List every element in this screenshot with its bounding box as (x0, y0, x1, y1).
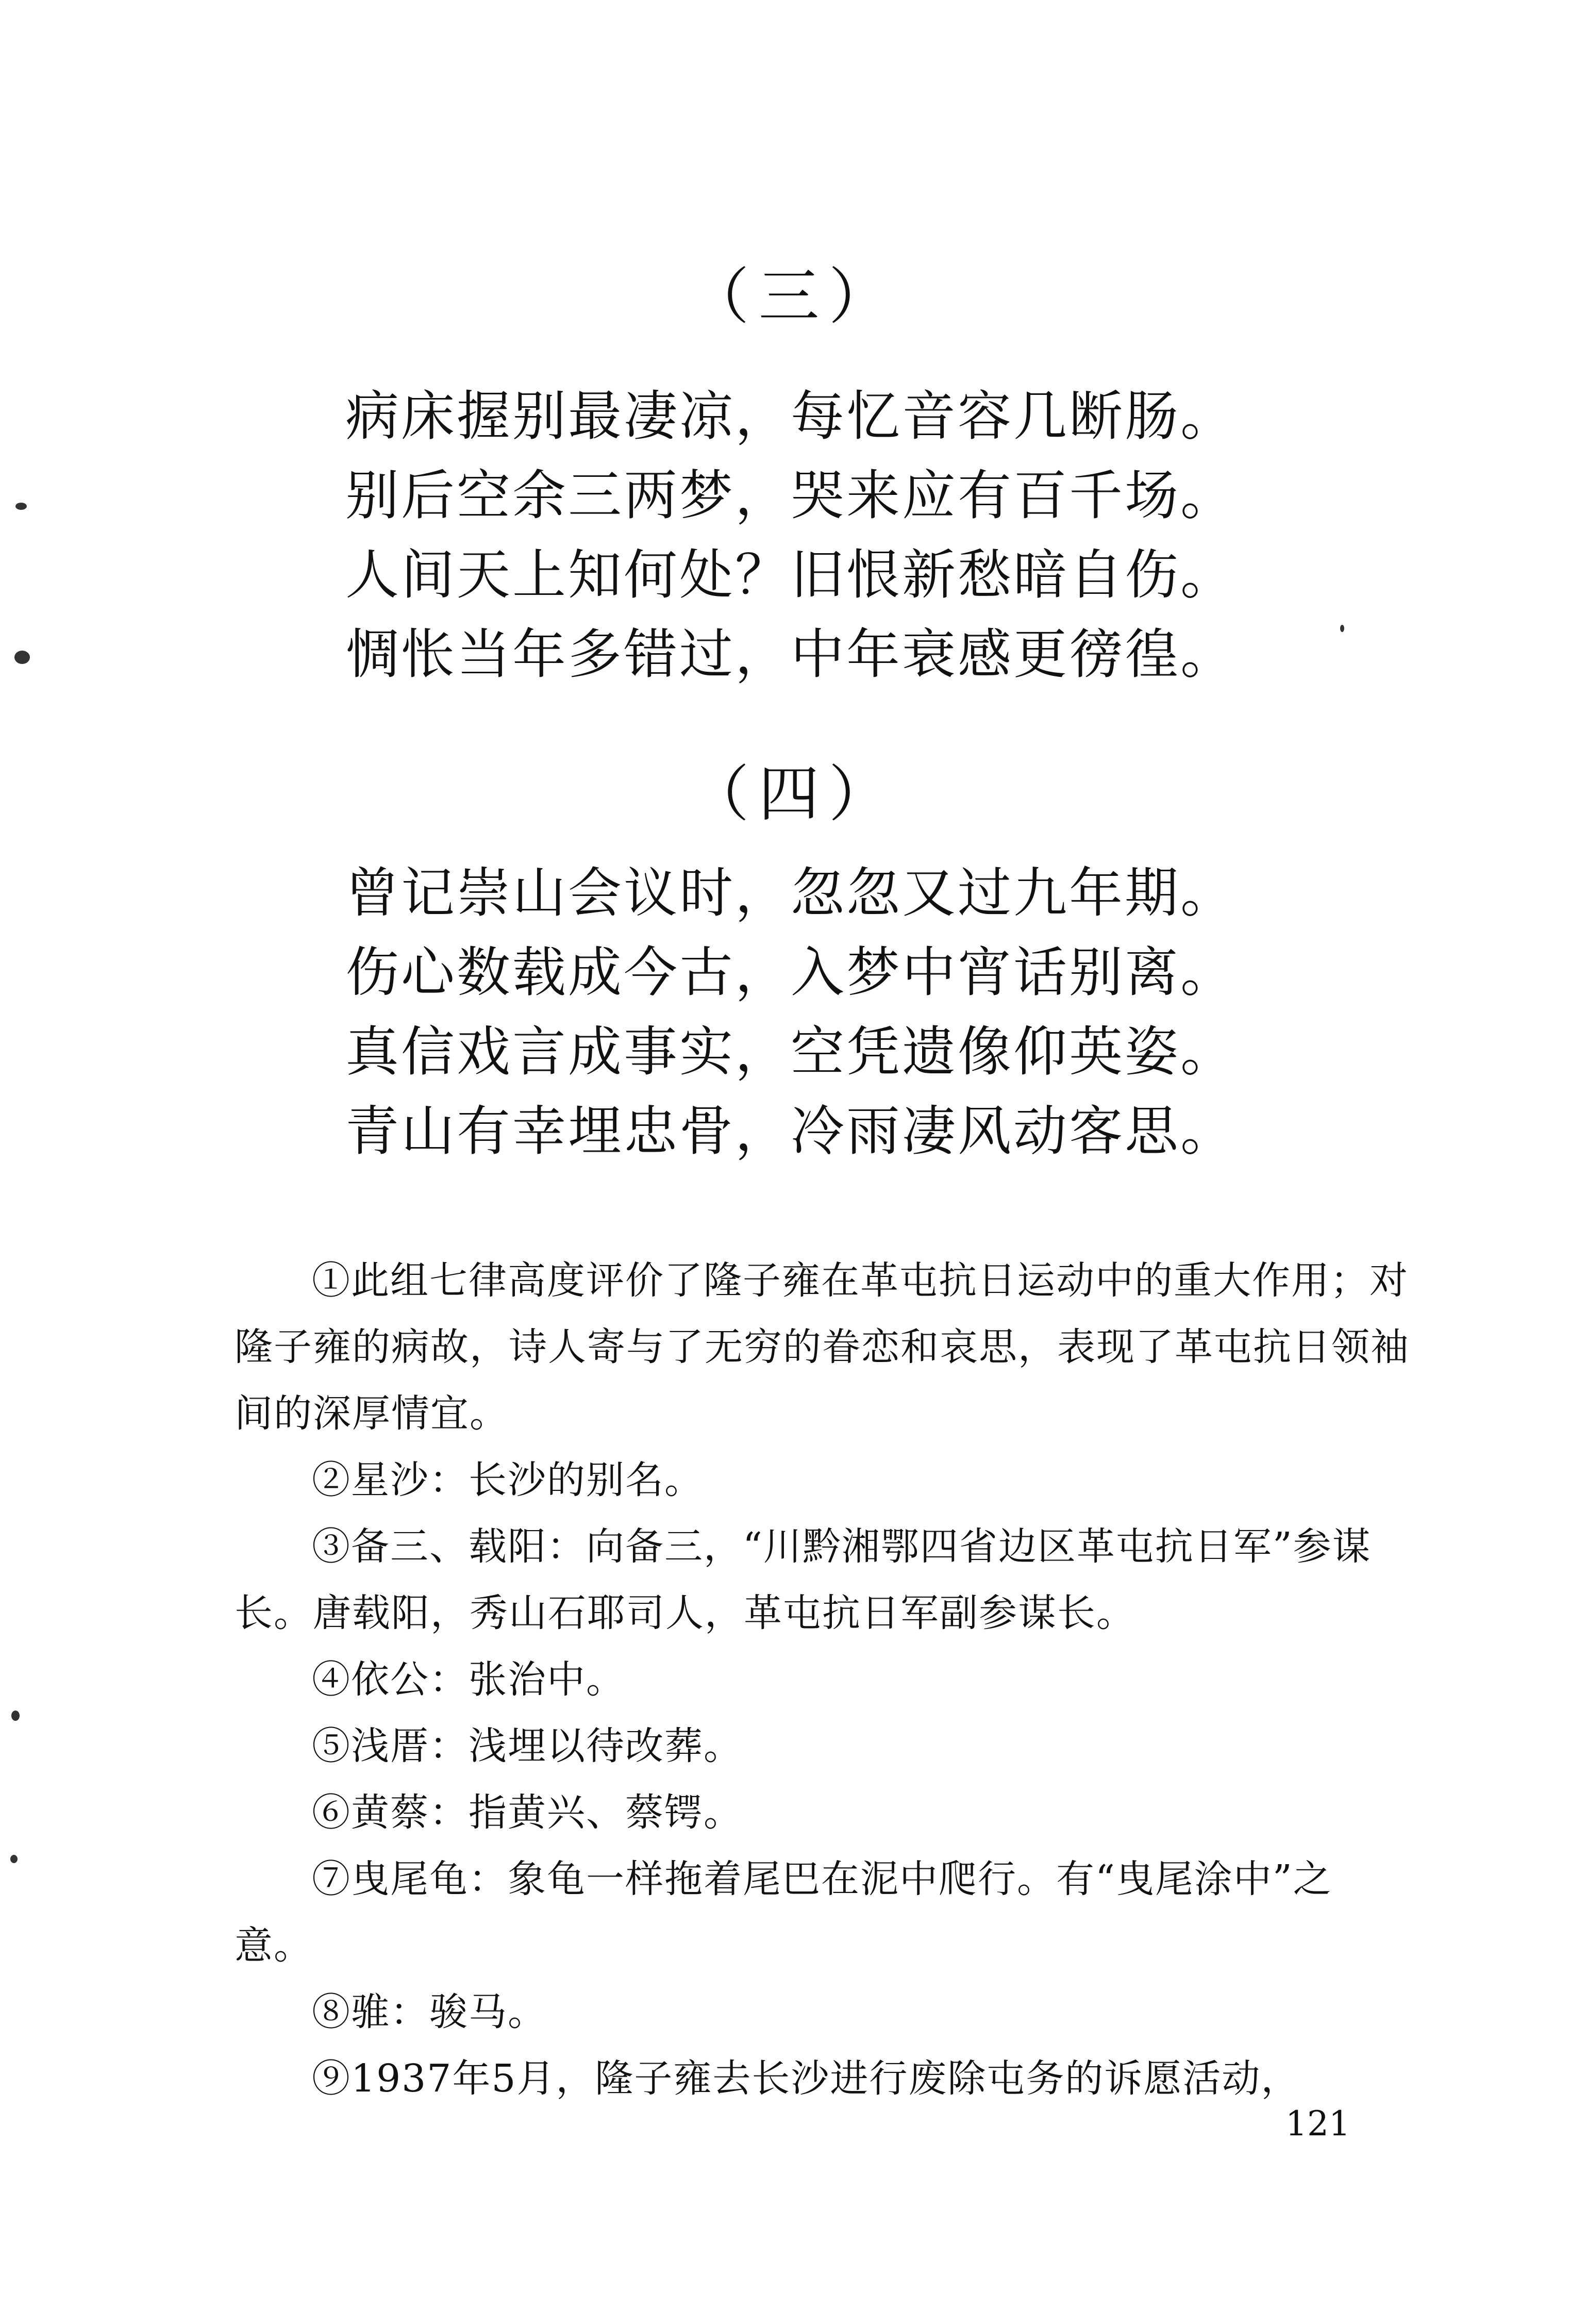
footnote: ⑤浅厝：浅埋以待改葬。 (312, 1724, 743, 1768)
poem-line: 别后空余三两梦，哭来应有百千场。 (345, 464, 1237, 527)
poem-line: 伤心数载成今古，入梦中宵话别离。 (345, 941, 1237, 1004)
poem-line: 人间天上知何处？旧恨新愁暗自伤。 (345, 543, 1237, 606)
poem-line: 青山有幸埋忠骨，冷雨凄风动客思。 (345, 1100, 1237, 1163)
footnotes (235, 1248, 1410, 2112)
section-heading-4: （四） (688, 758, 899, 829)
section-heading-3: （三） (688, 261, 899, 332)
poem-line: 真信戏言成事实，空凭遗像仰英姿。 (345, 1020, 1237, 1083)
poem-line: 惆怅当年多错过，中年衰感更徬徨。 (345, 623, 1237, 686)
poem-line: 病床握别最凄凉，每忆音容几断肠。 (345, 385, 1237, 447)
footnote: ⑧骓：骏马。 (312, 1990, 547, 2034)
page-number: 121 (1285, 2104, 1350, 2144)
poem-section-3 (345, 376, 1325, 694)
scan-speck (1340, 625, 1344, 632)
poem-section-4 (345, 853, 1325, 1171)
footnote: ③备三、载阳：向备三，“川黔湘鄂四省边区革屯抗日军”参谋长。唐载阳，秀山石耶司人，革屯抗日军副参谋长。 (235, 1524, 1372, 1635)
scan-speck (10, 1855, 18, 1863)
footnote: ⑨1937年5月，隆子雍去长沙进行废除屯务的诉愿活动， (312, 2056, 1300, 2101)
footnote: ⑦曳尾龟：象龟一样拖着尾巴在泥中爬行。有“曳尾涂中”之意。 (235, 1857, 1332, 1968)
footnote: ②星沙：长沙的别名。 (312, 1458, 704, 1502)
scan-speck (14, 651, 30, 664)
scan-speck (11, 1711, 20, 1721)
footnote: ⑥黄蔡：指黄兴、蔡锷。 (312, 1790, 743, 1835)
footnote: ①此组七律高度评价了隆子雍在革屯抗日运动中的重大作用；对隆子雍的病故，诗人寄与了无穷的眷恋和哀思，表现了革屯抗日领袖间的深厚情宜。 (235, 1258, 1410, 1436)
footnote: ④依公：张治中。 (312, 1657, 625, 1702)
scan-speck (15, 503, 27, 510)
poem-line: 曾记崇山会议时，忽忽又过九年期。 (345, 861, 1237, 924)
